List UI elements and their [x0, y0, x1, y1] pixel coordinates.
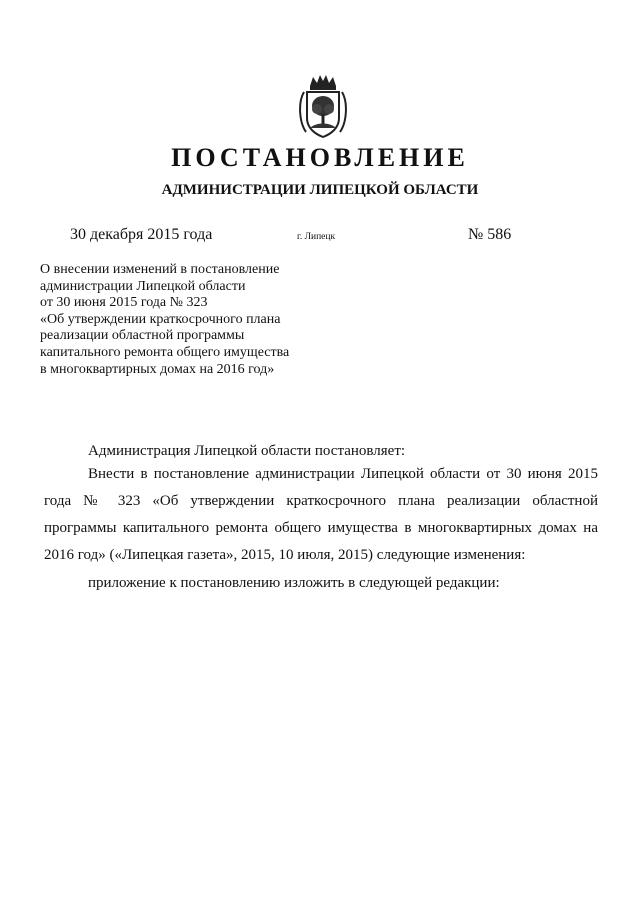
document-issuer: АДМИНИСТРАЦИИ ЛИПЕЦКОЙ ОБЛАСТИ [161, 182, 479, 198]
paragraph-line: Внести в постановление администрации Липецкой области от 30 июня 2015 [88, 466, 598, 482]
paragraph-line: приложение к постановлению изложить в следующей редакции: [88, 575, 500, 591]
resolution-intro: Администрация Липецкой области постановляет: [88, 443, 406, 459]
paragraph-line: 2016 год» («Липецкая газета», 2015, 10 июля, 2015) следующие изменения: [44, 547, 526, 563]
subject-line: в многоквартирных домах на 2016 год» [40, 361, 275, 377]
lipetsk-coat-of-arms-icon [296, 72, 350, 140]
paragraph-line: года № 323 «Об утверждении краткосрочного плана реализации областной [44, 493, 598, 509]
document-subject [40, 262, 340, 378]
subject-line: администрации Липецкой области [40, 278, 246, 294]
document-number: № 586 [468, 226, 512, 243]
document-title: ПОСТАНОВЛЕНИЕ [171, 143, 469, 172]
subject-line: от 30 июня 2015 года № 323 [40, 295, 208, 311]
document-date: 30 декабря 2015 года [70, 226, 213, 243]
subject-line: «Об утверждении краткосрочного плана [40, 311, 281, 327]
subject-line: реализации областной программы [40, 328, 245, 344]
subject-line: капитального ремонта общего имущества [40, 344, 290, 360]
subject-line: О внесении изменений в постановление [40, 262, 280, 277]
document-city: г. Липецк [297, 232, 336, 242]
paragraph-line: программы капитального ремонта общего имущества в многоквартирных домах на [44, 520, 598, 536]
